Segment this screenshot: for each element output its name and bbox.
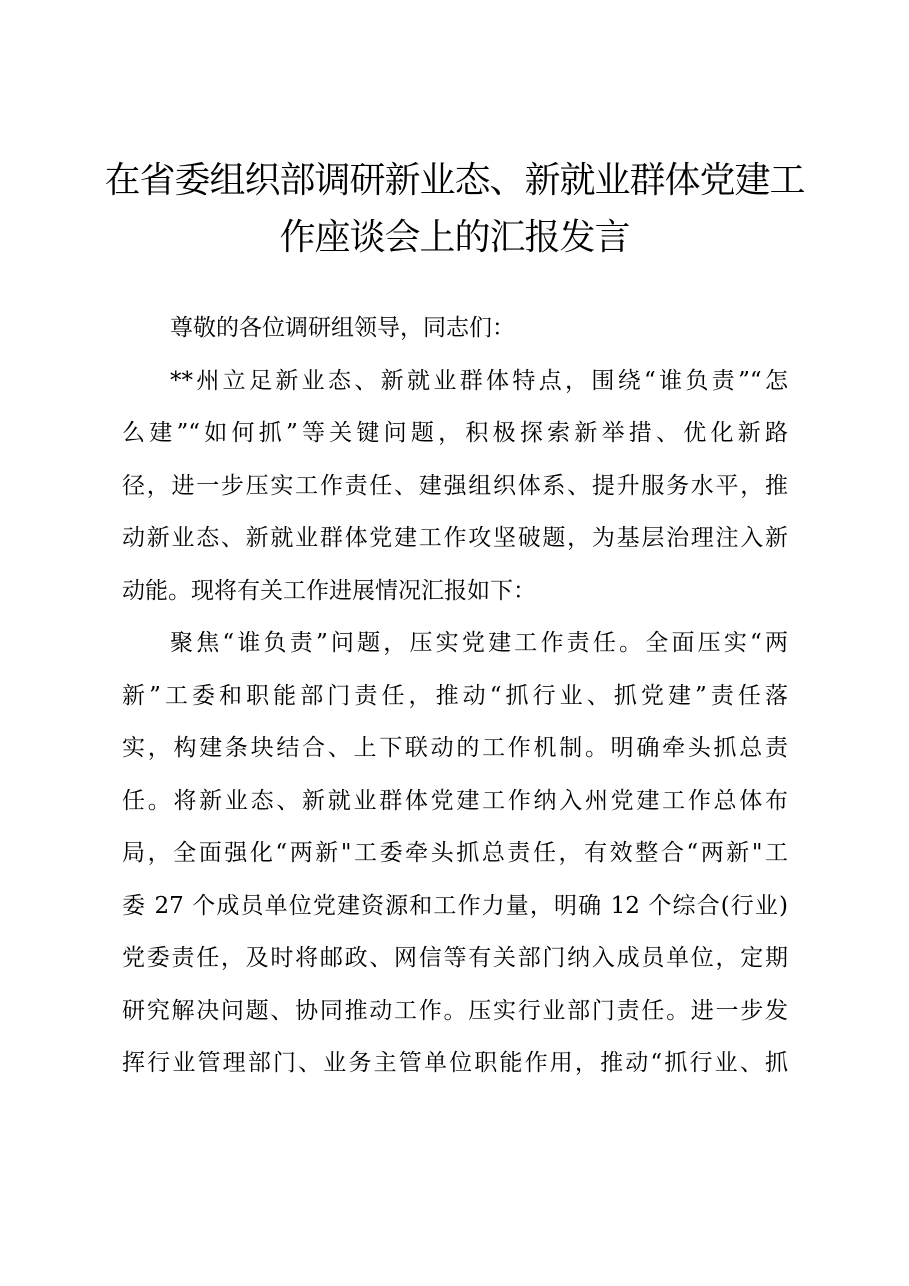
paragraph-line: 动新业态、新就业群体党建工作攻坚破题，为基层治理注入新 — [122, 525, 788, 551]
paragraph-line: 委 27 个成员单位党建资源和工作力量，明确 12 个综合(行业) — [122, 892, 788, 919]
paragraph-line: 任。将新业态、新就业群体党建工作纳入州党建工作总体布 — [122, 787, 788, 814]
paragraph-line: **州立足新业态、新就业群体特点，围绕“谁负责”“怎 — [170, 367, 788, 394]
paragraph-line: 实，构建条块结合、上下联动的工作机制。明确牵头抓总责 — [122, 735, 788, 761]
paragraph-line: 挥行业管理部门、业务主管单位职能作用，推动“抓行业、抓 — [122, 1050, 788, 1076]
paragraph-line: 径，进一步压实工作责任、建强组织体系、提升服务水平，推 — [122, 472, 788, 499]
salutation: 尊敬的各位调研组领导，同志们： — [170, 315, 515, 341]
title-line-1: 在省委组织部调研新业态、新就业群体党建工 — [104, 160, 805, 201]
paragraph-line: 动能。现将有关工作进展情况汇报如下： — [122, 577, 536, 604]
paragraph-line: 研究解决问题、协同推动工作。压实行业部门责任。进一步发 — [122, 997, 788, 1024]
paragraph-line: 聚焦“谁负责”问题，压实党建工作责任。全面压实“两 — [170, 630, 788, 656]
title-line-2: 作座谈会上的汇报发言 — [279, 217, 630, 258]
paragraph-line: 局，全面强化“两新"工委牵头抓总责任，有效整合“两新"工 — [122, 840, 788, 866]
document-title — [100, 152, 809, 266]
document-body — [122, 302, 788, 1090]
paragraph-line: 么建”“如何抓”等关键问题，积极探索新举措、优化新路 — [122, 420, 788, 446]
paragraph-line: 新”工委和职能部门责任，推动“抓行业、抓党建”责任落 — [122, 682, 788, 709]
paragraph-line: 党委责任，及时将邮政、网信等有关部门纳入成员单位，定期 — [122, 945, 788, 971]
